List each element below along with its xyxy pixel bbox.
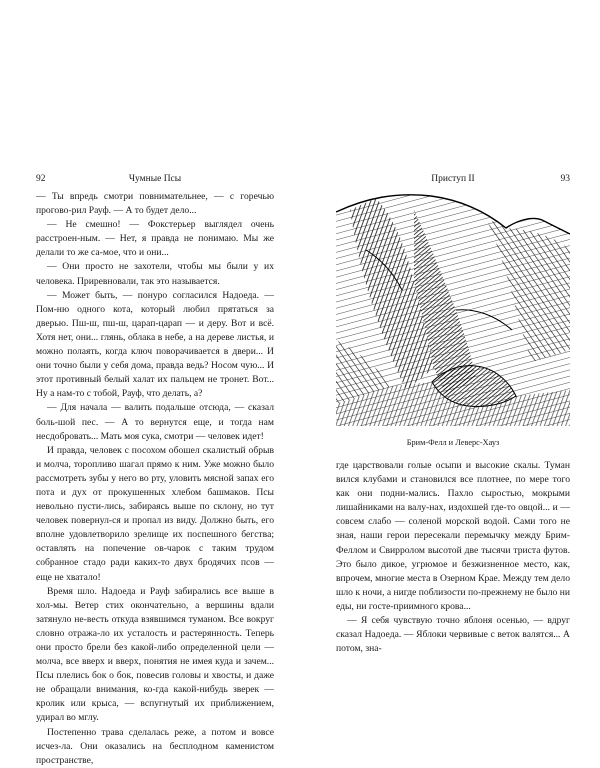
paragraph: И правда, человек с посохом обошел скалистый обрыв и молча, торопливо шагал прямо к ним. Уже можно было рассмотреть зубы у него во рту, уловить мясной запах его пота и дух от прокушенных хлебом башмаков. Псы невольно пусти-лись, забираясь выше по склону, но тут человек повернул-ся и пропал из виду. Должно быть, его вполне удовлетворило зрелище их поспешного бегства; оставлять на попечение ов-чарок с таким трудом собранное стадо ради каких-то двух бродячих псов — еще не хватало!: [36, 444, 274, 583]
right-running-title: Приступ II: [431, 174, 475, 184]
paragraph: Постепенно трава сделалась реже, а потом и вовсе исчез-ла. Они оказались на бесплодном каменистом пространстве,: [36, 726, 274, 766]
left-text-block: [36, 190, 274, 768]
mountain-engraving-image: [336, 190, 570, 426]
left-running-title: Чумные Псы: [128, 174, 182, 184]
right-text-block: [336, 459, 570, 656]
left-page: [0, 0, 300, 766]
paragraph: — Для начала — валить подальше отсюда, — сказал боль-шой пес. — А то вернутся еще, и тогда нам несдобровать... Мать моя сука, смотри — человек идет!: [36, 402, 274, 442]
paragraph: — Я себя чувствую точно яблоня осенью, — вдруг сказал Надоеда. — Яблоки червивые с веток валятся... А потом, зна-: [336, 615, 570, 655]
left-page-number: 92: [36, 174, 46, 184]
illustration-caption: Брим-Фелл и Леверс-Хауз: [406, 438, 500, 447]
mountain-illustration: [336, 190, 570, 426]
paragraph: Время шло. Надоеда и Рауф забирались все выше в хол-мы. Ветер стих окончательно, а вершины вдали затянуло не-весть откуда взявшимся туманом. Все вокруг словно отража-ло их усталость и растерянность. Теперь они просто брели без какой-либо определенной цели — молча, все вверх и вверх, понятия не имея куда и зачем... Псы плелись бок о бок, повесив головы и хвосты, и даже не обращали внимания, ко-гда какой-нибудь зверек — кролик или крыса, — вспугнутый их приближением, удирал во мглу.: [36, 585, 274, 724]
right-page-number: 93: [560, 174, 570, 184]
paragraph: — Ты впредь смотри повнимательнее, — с горечью прогово-рил Рауф. — А то будет дело...: [36, 191, 274, 217]
right-page: [300, 0, 600, 750]
paragraph: — Не смешно! — Фокстерьер выглядел очень расстроен-ным. — Нет, я правда не понимаю. Мы же делали то же са-мое, что и они...: [36, 219, 274, 259]
paragraph: — Может быть, — понуро согласился Надоеда. — Пом-ню одного кота, который любил прятаться за дверью. Пш-ш, пш-ш, царап-царап — и деру. Вот и всё. Хотя нет, они... глянь, облака в небе, а на дереве листья, и можно полаять, когда ключ поворачивается в двери... И они точно были у себя дома, правда ведь? Носом чую... И этот противный белый халат их пальцем не тронет. Вот... Ну а нам-то с тобой, Рауф, что делать, а?: [36, 289, 274, 400]
paragraph: — Они просто не захотели, чтобы мы были у их человека. Приревновали, так это называется.: [36, 261, 274, 287]
paragraph: где царствовали голые осыпи и высокие скалы. Туман вился клубами и становился все плотнее, по мере того как они подни-мались. Пахло сыростью, мокрыми лишайниками на валу-нах, издохшей где-то овцой... и — совсем слабо — соленой морской водой. Сами того не зная, наши герои пересекали перемычку между Брим-Феллом и Свирролом высотой две тысячи триста футов. Это было дикое, угрюмое и безжизненное место, как, впрочем, многие места в Озерном Крае. Между тем дело шло к ночи, а нигде поблизости по-прежнему не было ни еды, ни госте-приимного крова...: [336, 460, 571, 612]
